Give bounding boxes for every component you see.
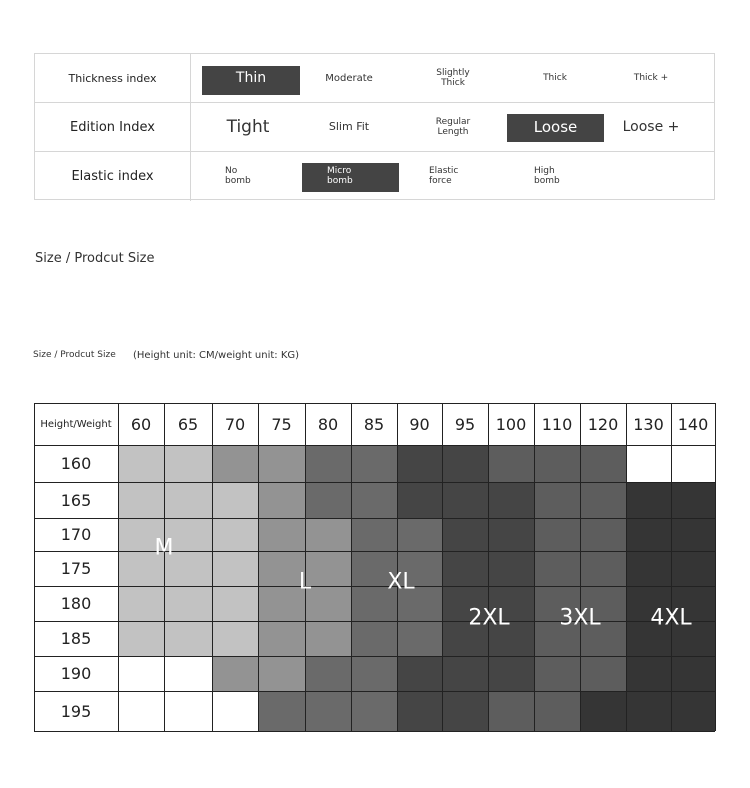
size-chart-cell: [626, 551, 671, 586]
size-chart-cell: [164, 482, 212, 518]
elastic-option-elastic-force: Elastic force: [429, 165, 459, 186]
size-chart-cell: [534, 551, 580, 586]
size-chart-cell: [212, 551, 258, 586]
size-chart-cell: [488, 518, 534, 551]
grid-line-vertical: [305, 403, 306, 731]
height-header: 195: [60, 701, 92, 721]
size-label-xl: XL: [387, 569, 415, 595]
size-chart-cell: [397, 656, 442, 691]
weight-header: 65: [177, 414, 199, 434]
grid-line-horizontal: [34, 403, 715, 404]
size-chart-cell: [212, 691, 258, 731]
height-header: 190: [60, 664, 92, 683]
grid-line-vertical: [442, 403, 443, 731]
size-chart-cell: [488, 445, 534, 482]
height-header: 175: [60, 559, 92, 578]
size-chart-cell: [305, 656, 351, 691]
size-chart-cell: [164, 691, 212, 731]
size-chart-cell: [351, 691, 397, 731]
size-chart-cell: [534, 445, 580, 482]
size-chart-cell: [671, 445, 715, 482]
size-chart-cell: [164, 445, 212, 482]
size-chart-cell: [258, 656, 305, 691]
edition-option-loose: Loose: [533, 118, 578, 137]
grid-line-vertical: [118, 403, 119, 731]
size-chart-cell: [580, 518, 626, 551]
weight-header: 90: [409, 414, 430, 434]
size-chart-cell: [351, 656, 397, 691]
size-chart-cell: [258, 621, 305, 656]
size-chart-cell: [534, 656, 580, 691]
weight-header: 70: [224, 414, 246, 434]
thickness-option-thin: Thin: [235, 69, 267, 86]
size-chart-cell: [212, 445, 258, 482]
height-header: 180: [60, 594, 92, 613]
size-label-m: M: [154, 535, 174, 561]
grid-line-vertical: [715, 403, 716, 731]
size-label-4xl: 4XL: [650, 605, 692, 631]
weight-header: 120: [587, 414, 619, 434]
size-chart-cell: [442, 691, 488, 731]
height-header: 160: [60, 454, 92, 473]
grid-line-horizontal: [34, 445, 715, 446]
size-chart-cell: [212, 656, 258, 691]
grid-line-horizontal: [34, 656, 715, 657]
size-chart-cell: [212, 482, 258, 518]
grid-line-vertical: [212, 403, 213, 731]
size-chart-cell: [258, 482, 305, 518]
size-chart-cell: [534, 691, 580, 731]
size-chart-cell: [212, 586, 258, 621]
size-chart-cell: [258, 518, 305, 551]
size-chart-cell: [580, 482, 626, 518]
grid-line-horizontal: [34, 586, 715, 587]
elastic-index-label: Elastic index: [35, 152, 191, 201]
size-chart-cell: [671, 656, 715, 691]
size-chart-cell: [305, 518, 351, 551]
size-chart-cell: [118, 656, 164, 691]
grid-line-vertical: [34, 403, 35, 731]
grid-line-vertical: [580, 403, 581, 731]
size-label-3xl: 3XL: [559, 605, 601, 631]
size-chart-cell: [397, 518, 442, 551]
grid-line-vertical: [258, 403, 259, 731]
size-chart-cell: [626, 482, 671, 518]
size-chart-cell: [397, 445, 442, 482]
grid-line-horizontal: [34, 518, 715, 519]
grid-line-horizontal: [34, 691, 715, 692]
size-chart-cell: [118, 691, 164, 731]
size-chart-cell: [626, 518, 671, 551]
grid-line-vertical: [397, 403, 398, 731]
elastic-option-micro-bomb: Micro bomb: [327, 165, 353, 186]
size-chart-cell: [212, 621, 258, 656]
grid-line-horizontal: [34, 621, 715, 622]
size-chart-cell: [305, 482, 351, 518]
thickness-option-slightly-thick: Slightly Thick: [436, 67, 470, 88]
size-chart-cell: [305, 621, 351, 656]
size-chart-cell: [397, 691, 442, 731]
size-label-l: L: [298, 569, 312, 595]
size-chart-cell: [118, 445, 164, 482]
size-chart-cell: [626, 656, 671, 691]
edition-option-loose-plus: Loose +: [622, 118, 680, 135]
weight-header: 95: [454, 414, 476, 434]
elastic-option-no-bomb: No bomb: [225, 165, 251, 186]
thickness-option-thick: Thick: [543, 72, 567, 83]
size-chart-cell: [671, 482, 715, 518]
size-chart-cell: [351, 445, 397, 482]
size-chart-cell: [580, 551, 626, 586]
size-chart-cell: [580, 656, 626, 691]
size-chart-cell: [488, 482, 534, 518]
size-chart-cell: [442, 482, 488, 518]
size-chart-cell: [164, 621, 212, 656]
weight-header: 75: [271, 414, 292, 434]
size-chart-cell: [212, 518, 258, 551]
grid-line-vertical: [534, 403, 535, 731]
size-chart-cell: [118, 621, 164, 656]
size-chart-cell: [671, 691, 715, 731]
thickness-option-thick-plus: Thick +: [633, 72, 669, 83]
grid-line-horizontal: [34, 482, 715, 483]
weight-header: 85: [363, 414, 385, 434]
size-chart-cell: [671, 518, 715, 551]
size-chart-cell: [164, 586, 212, 621]
weight-header: 130: [633, 414, 664, 434]
size-chart-cell: [534, 482, 580, 518]
size-chart-cell: [164, 656, 212, 691]
size-chart-cell: [305, 586, 351, 621]
size-chart-cell: [351, 621, 397, 656]
edition-option-slim-fit: Slim Fit: [328, 120, 370, 134]
size-chart-cell: [351, 518, 397, 551]
chart-heading: Size / Prodcut Size: [33, 350, 116, 360]
weight-header: 140: [677, 414, 709, 434]
edition-option-tight: Tight: [226, 117, 270, 138]
thickness-index-label: Thickness index: [35, 54, 191, 103]
size-chart-cell: [671, 551, 715, 586]
height-weight-corner: Height/Weight: [40, 418, 112, 430]
size-chart-cell: [488, 656, 534, 691]
size-chart-cell: [626, 445, 671, 482]
size-chart-cell: [488, 551, 534, 586]
size-chart-cell: [488, 691, 534, 731]
grid-line-vertical: [671, 403, 672, 731]
thickness-option-moderate: Moderate: [325, 73, 373, 84]
weight-header: 80: [317, 414, 339, 434]
weight-header: 110: [541, 414, 573, 434]
size-chart-cell: [442, 656, 488, 691]
grid-line-vertical: [351, 403, 352, 731]
grid-line-horizontal: [34, 731, 715, 732]
size-chart-cell: [580, 691, 626, 731]
size-chart-cell: [118, 482, 164, 518]
size-chart-cell: [442, 551, 488, 586]
size-heading: Size / Prodcut Size: [35, 251, 155, 266]
size-chart-cell: [118, 586, 164, 621]
edition-option-regular-length: Regular Length: [435, 116, 471, 137]
size-chart-cell: [397, 621, 442, 656]
size-chart-cell: [305, 445, 351, 482]
size-chart-cell: [258, 445, 305, 482]
size-chart-cell: [397, 482, 442, 518]
weight-header: 100: [495, 414, 527, 434]
grid-line-vertical: [626, 403, 627, 731]
size-chart-cell: [442, 445, 488, 482]
height-header: 165: [60, 490, 92, 510]
size-chart-cell: [305, 691, 351, 731]
size-chart-cell: [351, 482, 397, 518]
size-chart-cell: [258, 691, 305, 731]
grid-line-horizontal: [34, 551, 715, 552]
weight-header: 60: [130, 414, 152, 434]
height-header: 170: [60, 525, 92, 544]
size-chart-cell: [305, 551, 351, 586]
size-label-2xl: 2XL: [468, 605, 510, 631]
chart-units-note: (Height unit: CM/weight unit: KG): [133, 350, 300, 361]
size-chart-cell: [442, 518, 488, 551]
edition-index-label: Edition Index: [35, 103, 191, 152]
grid-line-vertical: [164, 403, 165, 731]
elastic-option-high-bomb: High bomb: [534, 165, 560, 186]
size-chart-cell: [626, 691, 671, 731]
size-chart-cell: [534, 518, 580, 551]
height-header: 185: [60, 629, 92, 648]
size-chart-cell: [580, 445, 626, 482]
grid-line-vertical: [488, 403, 489, 731]
